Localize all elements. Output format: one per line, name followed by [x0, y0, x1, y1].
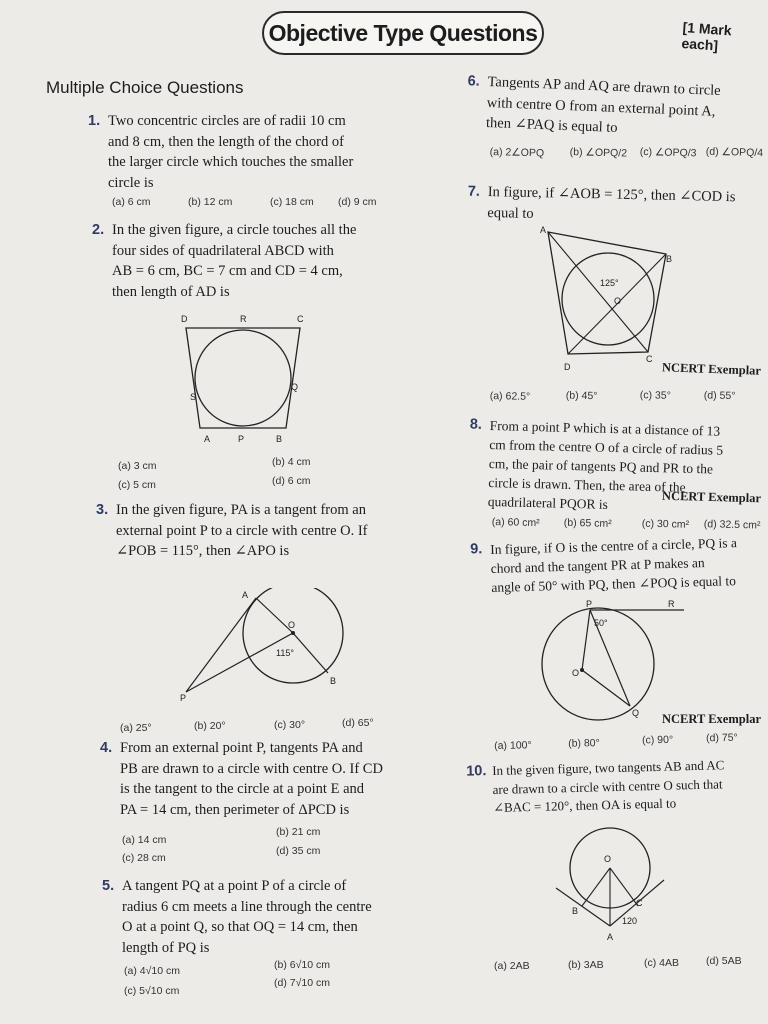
question-5: [102, 876, 418, 958]
tangent-pa: [186, 598, 256, 692]
question-number: 7.: [467, 183, 481, 200]
option-c[interactable]: (c) 90°: [641, 733, 674, 747]
option-b[interactable]: (b) 12 cm: [188, 196, 233, 208]
option-b[interactable]: (b) 4 cm: [272, 456, 311, 468]
question-line: and 8 cm, then the length of the chord of: [108, 133, 344, 150]
option-d[interactable]: (d) 75°: [705, 731, 738, 745]
label-p: P: [180, 693, 187, 703]
radius-op: [582, 610, 590, 670]
question-line: circle is: [108, 174, 154, 191]
mcq-heading: Multiple Choice Questions: [46, 78, 244, 97]
question-9: [470, 533, 759, 597]
label-o: O: [604, 854, 612, 864]
source-tag: NCERT Exemplar: [662, 712, 761, 726]
question-number: 10.: [466, 763, 487, 780]
question-number: 4.: [100, 740, 113, 756]
option-d[interactable]: (d) 55°: [703, 389, 736, 403]
centre-point: [580, 668, 584, 672]
circle: [243, 588, 343, 683]
label-p: P: [238, 434, 245, 444]
question-line: PB are drawn to a circle with centre O. If CD: [120, 760, 383, 777]
label-c: C: [297, 314, 304, 324]
label-b: B: [572, 906, 579, 916]
question-1: [88, 111, 418, 193]
question-line: O at a point Q, so that OQ = 14 cm, then: [122, 919, 358, 935]
inscribed-circle: [562, 253, 654, 345]
option-d[interactable]: (d) 5AB: [706, 955, 742, 967]
figure-two-tangents: [552, 818, 672, 953]
option-b[interactable]: (b) 3AB: [568, 959, 604, 971]
question-line: with centre O from an external point A,: [486, 94, 716, 120]
option-a[interactable]: (a) 6 cm: [112, 196, 151, 208]
label-r: R: [240, 314, 247, 324]
option-a[interactable]: (a) 3 cm: [118, 460, 157, 472]
option-d[interactable]: (d) 7√10 cm: [274, 977, 330, 989]
question-7: [467, 182, 760, 229]
question-number: 2.: [92, 222, 105, 238]
question-line: is the tangent to the circle at a point E and: [120, 781, 365, 797]
option-d[interactable]: (d) 35 cm: [276, 845, 321, 857]
quadrilateral-shape: [186, 328, 300, 428]
radius-oc: [610, 868, 638, 906]
option-a[interactable]: (a) 14 cm: [122, 834, 167, 846]
option-b[interactable]: (b) 20°: [194, 720, 226, 732]
question-line: quadrilateral PQOR is: [487, 493, 609, 512]
label-s: S: [190, 392, 197, 402]
question-line: external point P to a circle with centre O. If: [116, 522, 368, 539]
option-d[interactable]: (d) 9 cm: [338, 196, 377, 208]
marks-label: [1 Mark each]: [680, 19, 733, 54]
quadrilateral-shape: [548, 232, 666, 354]
question-2: [92, 220, 412, 302]
label-angle: 115°: [276, 648, 294, 658]
label-d: D: [564, 362, 571, 372]
question-line: are drawn to a circle with centre O such that: [492, 775, 723, 797]
option-a[interactable]: (a) 62.5°: [489, 389, 531, 403]
option-a[interactable]: (a) 25°: [120, 722, 152, 734]
question-line: In the given figure, two tangents AB and AC: [492, 757, 725, 778]
question-3: [96, 500, 416, 562]
question-line: PA = 14 cm, then perimeter of ΔPCD is: [120, 801, 350, 818]
label-b: B: [276, 434, 283, 444]
label-d: D: [181, 314, 188, 324]
figure-circumscribed-quad: [538, 224, 678, 379]
question-number: 3.: [96, 502, 109, 518]
label-o: O: [614, 296, 622, 306]
source-tag: NCERT Exemplar: [661, 360, 762, 378]
option-c[interactable]: (c) 28 cm: [122, 852, 166, 864]
option-b[interactable]: (b) 80°: [568, 737, 600, 750]
question-line: From an external point P, tangents PA and: [120, 740, 363, 756]
option-b[interactable]: (b) 65 cm²: [563, 516, 612, 530]
label-r: R: [668, 600, 675, 609]
label-o: O: [572, 668, 580, 678]
centre-point: [291, 631, 295, 635]
figure-quadrilateral: [178, 310, 308, 455]
question-line: chord and the tangent PR at P makes an: [490, 555, 705, 576]
question-6: [467, 72, 760, 144]
label-b: B: [666, 254, 673, 264]
inscribed-circle: [195, 330, 291, 426]
question-number: 5.: [102, 878, 115, 894]
option-d[interactable]: (d) ∠OPQ/4: [705, 145, 764, 160]
question-line: cm, the pair of tangents PQ and PR to the: [488, 455, 714, 477]
question-10: [466, 756, 759, 818]
label-a: A: [540, 225, 547, 235]
question-line: In the given figure, a circle touches all the: [112, 222, 357, 238]
source-tag: NCERT Exemplar: [661, 488, 762, 506]
option-b[interactable]: (b) ∠OPQ/2: [569, 146, 628, 160]
question-number: 9.: [470, 541, 483, 558]
option-c[interactable]: (c) 30°: [274, 719, 306, 731]
question-4: [100, 738, 420, 820]
option-a[interactable]: (a) 4√10 cm: [124, 965, 180, 977]
question-line: then ∠PAQ is equal to: [485, 114, 618, 137]
option-a[interactable]: (a) 100°: [494, 739, 532, 752]
label-o: O: [288, 620, 296, 630]
question-line: From a point P which is at a distance of 13: [489, 417, 721, 439]
option-c[interactable]: (c) 4AB: [644, 957, 680, 969]
option-c[interactable]: (c) 5√10 cm: [124, 985, 180, 997]
option-b[interactable]: (b) 6√10 cm: [274, 959, 330, 971]
question-number: 1.: [88, 113, 101, 129]
question-number: 6.: [467, 73, 481, 90]
label-c: C: [646, 354, 653, 364]
option-a[interactable]: (a) 2∠OPQ: [489, 145, 545, 160]
label-a: A: [607, 932, 614, 942]
option-c[interactable]: (c) 18 cm: [270, 196, 314, 208]
question-line: Tangents AP and AQ are drawn to circle: [487, 73, 721, 99]
question-line: equal to: [487, 204, 534, 222]
question-line: the larger circle which touches the smaller: [108, 154, 354, 170]
line-ob: [293, 633, 328, 673]
question-line: cm from the centre O of a circle of radius 5: [489, 436, 724, 458]
question-line: then length of AD is: [112, 283, 230, 300]
question-line: AB = 6 cm, BC = 7 cm and CD = 4 cm,: [112, 263, 343, 279]
question-line: circle is drawn. Then, the area of the: [488, 474, 686, 495]
label-b: B: [330, 676, 337, 686]
figure-chord-tangent: [534, 600, 694, 729]
option-b[interactable]: (b) 45°: [565, 389, 598, 403]
option-c[interactable]: (c) 5 cm: [118, 479, 156, 491]
figure-tangent-115: [178, 588, 348, 711]
label-q: Q: [632, 708, 640, 718]
option-a[interactable]: (a) 60 cm²: [491, 515, 540, 530]
question-line: Two concentric circles are of radii 10 cm: [108, 113, 346, 129]
label-a: A: [242, 590, 249, 600]
question-line: ∠POB = 115°, then ∠APO is: [116, 543, 290, 559]
option-d[interactable]: (d) 65°: [342, 717, 374, 729]
question-number: 8.: [469, 416, 483, 433]
option-a[interactable]: (a) 2AB: [494, 960, 530, 972]
question-line: angle of 50° with PQ, then ∠POQ is equal to: [491, 573, 737, 595]
option-c[interactable]: (c) 30 cm²: [641, 517, 690, 531]
line-po: [186, 633, 293, 692]
question-line: In figure, if ∠AOB = 125°, then ∠COD is: [487, 183, 736, 206]
option-b[interactable]: (b) 21 cm: [276, 826, 321, 838]
label-p: P: [586, 600, 593, 609]
radius-ob: [582, 868, 610, 906]
question-line: ∠BAC = 120°, then OA is equal to: [492, 795, 677, 815]
label-c: C: [636, 898, 643, 908]
label-q: Q: [291, 382, 299, 392]
option-c[interactable]: (c) 35°: [639, 389, 672, 402]
label-angle: 120: [622, 916, 638, 926]
label-a: A: [204, 434, 211, 444]
label-angle: 125°: [600, 278, 619, 288]
section-title: Objective Type Questions: [262, 11, 544, 55]
option-d[interactable]: (d) 32.5 cm²: [703, 518, 761, 532]
option-d[interactable]: (d) 6 cm: [272, 475, 311, 487]
question-line: length of PQ is: [122, 939, 210, 956]
question-line: four sides of quadrilateral ABCD with: [112, 242, 334, 259]
question-line: radius 6 cm meets a line through the centre: [122, 898, 372, 915]
question-line: A tangent PQ at a point P of a circle of: [122, 878, 347, 894]
question-line: In figure, if O is the centre of a circle, PQ is a: [490, 535, 738, 557]
label-angle: 50°: [594, 618, 608, 628]
option-c[interactable]: (c) ∠OPQ/3: [639, 145, 697, 160]
question-line: In the given figure, PA is a tangent from an: [116, 502, 366, 518]
